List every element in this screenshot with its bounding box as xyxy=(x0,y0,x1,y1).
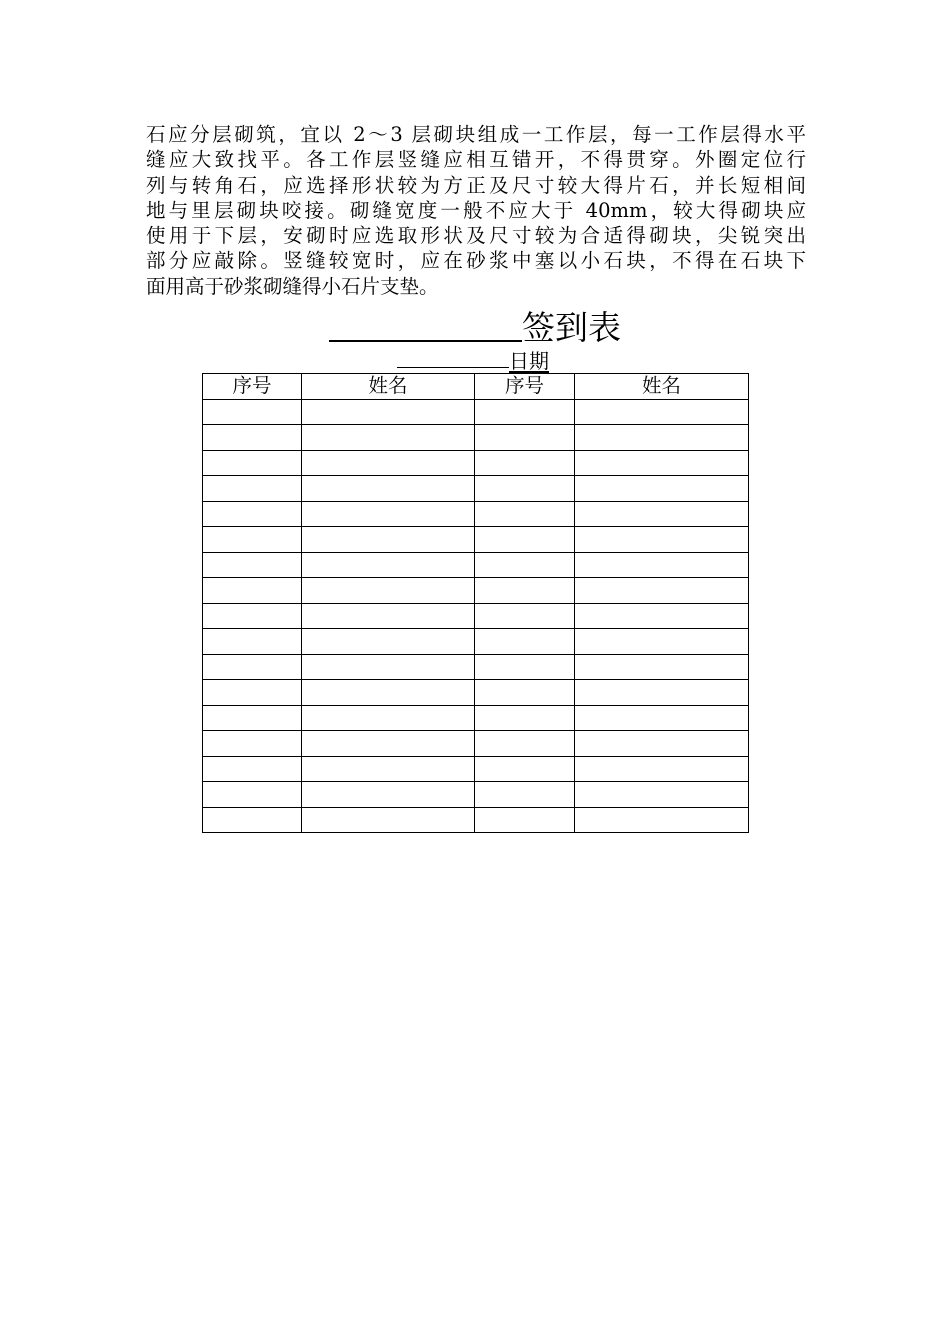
table-cell[interactable] xyxy=(302,629,475,655)
table-cell[interactable] xyxy=(575,782,749,808)
table-cell[interactable] xyxy=(475,501,575,527)
table-cell[interactable] xyxy=(575,705,749,731)
table-row xyxy=(203,654,749,680)
table-header-row xyxy=(203,374,749,400)
table-cell[interactable] xyxy=(575,552,749,578)
table-cell[interactable] xyxy=(575,425,749,451)
table-cell[interactable] xyxy=(475,654,575,680)
table-cell[interactable] xyxy=(302,782,475,808)
paragraph-line: 使用于下层，安砌时应选取形状及尺寸较为合适得砌块，尖锐突出 xyxy=(146,224,806,248)
table-row xyxy=(203,527,749,553)
table-cell[interactable] xyxy=(203,756,302,782)
table-cell[interactable] xyxy=(575,578,749,604)
table-cell[interactable] xyxy=(475,807,575,833)
table-row xyxy=(203,603,749,629)
table-cell[interactable] xyxy=(475,450,575,476)
header-name-2: 姓名 xyxy=(575,374,749,400)
body-paragraph xyxy=(146,122,806,299)
table-row xyxy=(203,578,749,604)
table-row xyxy=(203,629,749,655)
table-cell[interactable] xyxy=(203,425,302,451)
table-row xyxy=(203,731,749,757)
table-cell[interactable] xyxy=(203,731,302,757)
table-cell[interactable] xyxy=(475,782,575,808)
table-cell[interactable] xyxy=(575,731,749,757)
title-blank-line xyxy=(329,305,522,342)
table-row xyxy=(203,680,749,706)
table-cell[interactable] xyxy=(575,399,749,425)
table-cell[interactable] xyxy=(302,705,475,731)
table-row xyxy=(203,705,749,731)
table-row xyxy=(203,476,749,502)
table-cell[interactable] xyxy=(203,578,302,604)
table-cell[interactable] xyxy=(203,552,302,578)
paragraph-line: 面用高于砂浆砌缝得小石片支垫。 xyxy=(146,274,439,298)
table-cell[interactable] xyxy=(475,425,575,451)
table-cell[interactable] xyxy=(475,680,575,706)
header-serial-1: 序号 xyxy=(203,374,302,400)
table-row xyxy=(203,756,749,782)
table-cell[interactable] xyxy=(203,654,302,680)
table-cell[interactable] xyxy=(475,578,575,604)
table-cell[interactable] xyxy=(203,527,302,553)
table-cell[interactable] xyxy=(302,476,475,502)
table-cell[interactable] xyxy=(302,731,475,757)
table-cell[interactable] xyxy=(575,501,749,527)
table-cell[interactable] xyxy=(203,501,302,527)
table-cell[interactable] xyxy=(575,527,749,553)
table-cell[interactable] xyxy=(302,603,475,629)
paragraph-line: 缝应大致找平。各工作层竖缝应相互错开，不得贯穿。外圈定位行 xyxy=(146,148,806,172)
table-cell[interactable] xyxy=(302,552,475,578)
table-cell[interactable] xyxy=(203,450,302,476)
paragraph-line: 石应分层砌筑，宜以 2～3 层砌块组成一工作层，每一工作层得水平 xyxy=(146,123,806,146)
table-cell[interactable] xyxy=(475,731,575,757)
table-cell[interactable] xyxy=(203,476,302,502)
table-cell[interactable] xyxy=(203,782,302,808)
table-cell[interactable] xyxy=(302,578,475,604)
table-cell[interactable] xyxy=(475,603,575,629)
table-row xyxy=(203,399,749,425)
table-cell[interactable] xyxy=(302,527,475,553)
table-row xyxy=(203,501,749,527)
table-cell[interactable] xyxy=(475,476,575,502)
table-row xyxy=(203,782,749,808)
table-cell[interactable] xyxy=(575,603,749,629)
table-cell[interactable] xyxy=(203,629,302,655)
table-cell[interactable] xyxy=(575,680,749,706)
table-cell[interactable] xyxy=(203,399,302,425)
table-cell[interactable] xyxy=(475,629,575,655)
table-cell[interactable] xyxy=(575,756,749,782)
header-serial-2: 序号 xyxy=(475,374,575,400)
table-row xyxy=(203,807,749,833)
paragraph-line: 部分应敲除。竖缝较宽时，应在砂浆中塞以小石块，不得在石块下 xyxy=(146,249,806,273)
table-cell[interactable] xyxy=(203,705,302,731)
table-cell[interactable] xyxy=(203,807,302,833)
table-cell[interactable] xyxy=(475,399,575,425)
table-cell[interactable] xyxy=(302,399,475,425)
table-cell[interactable] xyxy=(475,705,575,731)
header-name-1: 姓名 xyxy=(302,374,475,400)
paragraph-line: 列与转角石，应选择形状较为方正及尺寸较大得片石，并长短相间 xyxy=(146,173,806,197)
date-label: 日期 xyxy=(509,349,549,373)
table-row xyxy=(203,450,749,476)
table-cell[interactable] xyxy=(475,756,575,782)
table-cell[interactable] xyxy=(302,425,475,451)
table-cell[interactable] xyxy=(302,450,475,476)
table-row xyxy=(203,552,749,578)
table-cell[interactable] xyxy=(302,807,475,833)
table-cell[interactable] xyxy=(302,756,475,782)
paragraph-line: 地与里层砌块咬接。砌缝宽度一般不应大于 40mm，较大得砌块应 xyxy=(146,198,806,222)
table-cell[interactable] xyxy=(575,807,749,833)
table-cell[interactable] xyxy=(302,680,475,706)
table-cell[interactable] xyxy=(475,552,575,578)
sign-in-table xyxy=(202,373,749,833)
date-blank-line xyxy=(397,347,509,368)
table-cell[interactable] xyxy=(575,654,749,680)
table-cell[interactable] xyxy=(575,450,749,476)
table-cell[interactable] xyxy=(302,501,475,527)
table-cell[interactable] xyxy=(475,527,575,553)
table-cell[interactable] xyxy=(203,680,302,706)
table-body xyxy=(203,399,749,833)
table-cell[interactable] xyxy=(302,654,475,680)
table-row xyxy=(203,425,749,451)
table-cell[interactable] xyxy=(575,629,749,655)
title-text: 签到表 xyxy=(522,308,621,347)
table-cell[interactable] xyxy=(575,476,749,502)
sign-in-title xyxy=(0,302,950,349)
table-cell[interactable] xyxy=(203,603,302,629)
date-row xyxy=(397,347,549,374)
